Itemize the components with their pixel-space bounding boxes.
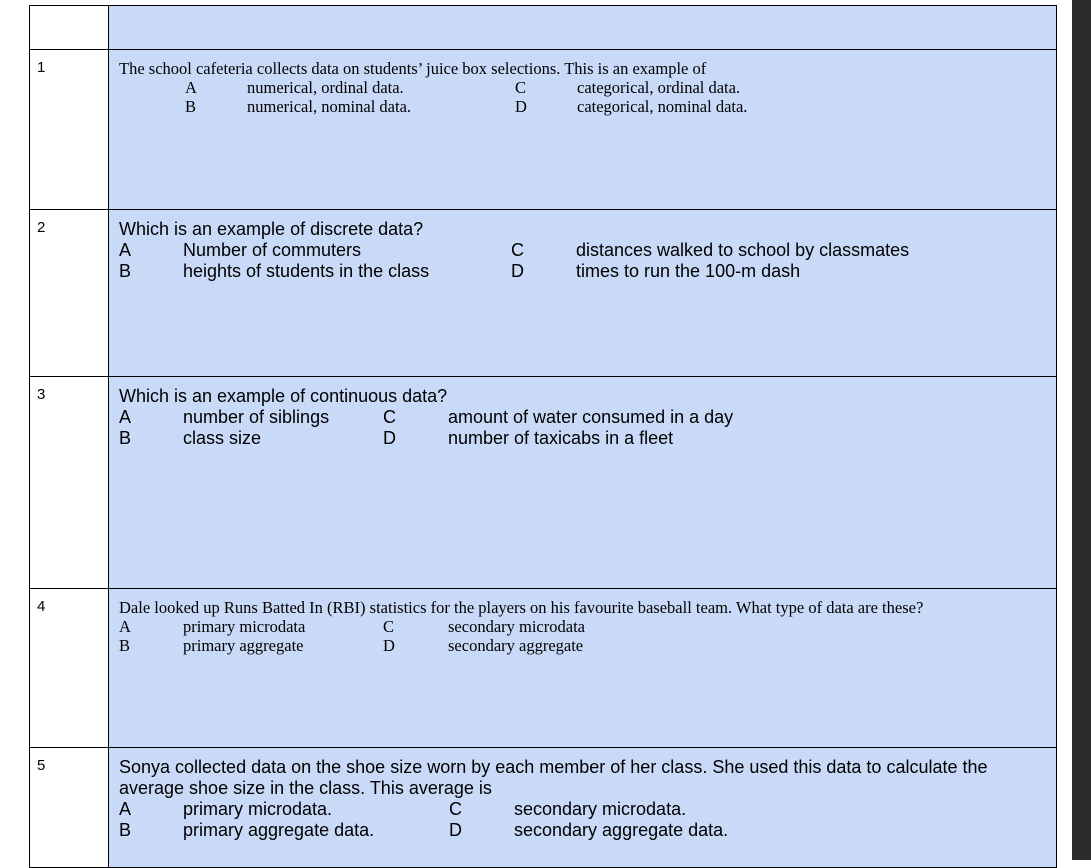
option-d: number of taxicabs in a fleet	[448, 428, 674, 448]
question-text: Dale looked up Runs Batted In (RBI) statistics for the players on his favourite baseball team. What type of data are these?	[119, 598, 924, 617]
question-number: 2	[37, 219, 46, 236]
option-c: secondary microdata	[448, 617, 585, 636]
options-row	[119, 799, 1016, 820]
option-a: numerical, ordinal data.	[247, 78, 404, 97]
header-question-cell	[109, 6, 1057, 50]
option-letter-a: A	[119, 617, 131, 636]
option-a: primary microdata	[183, 617, 306, 636]
option-a: number of siblings	[183, 407, 330, 427]
question-number-cell	[30, 589, 109, 748]
option-letter-a: A	[119, 407, 132, 427]
question-number-cell	[30, 50, 109, 210]
question-cell	[109, 377, 1057, 589]
options-row	[119, 820, 1016, 841]
question-number: 4	[37, 598, 46, 615]
question-number: 5	[37, 757, 46, 774]
option-letter-c: C	[511, 240, 524, 260]
option-b: class size	[183, 428, 262, 448]
option-letter-b: B	[185, 97, 197, 116]
options-row	[119, 407, 1056, 428]
option-letter-b: B	[119, 428, 132, 448]
options-row	[119, 636, 1046, 655]
option-b: heights of students in the class	[183, 261, 430, 281]
option-d: times to run the 100-m dash	[576, 261, 801, 281]
options-row	[119, 240, 1056, 261]
question-row	[30, 748, 1057, 868]
question-cell	[109, 210, 1057, 377]
option-letter-a: A	[119, 799, 132, 819]
option-d: secondary aggregate	[448, 636, 584, 655]
options-row	[119, 617, 1046, 636]
option-letter-c: C	[383, 617, 395, 636]
option-a: primary microdata.	[183, 799, 333, 819]
question-cell	[109, 748, 1057, 868]
option-c: amount of water consumed in a day	[448, 407, 734, 427]
option-letter-c: C	[449, 799, 462, 819]
question-number-cell	[30, 748, 109, 868]
question-text: Sonya collected data on the shoe size worn by each member of her class. She used this data to calculate the average shoe size in the class. This average is	[119, 757, 988, 798]
options-row	[119, 261, 1056, 282]
option-a: Number of commuters	[183, 240, 362, 260]
options-row	[119, 428, 1056, 449]
option-d: categorical, nominal data.	[577, 97, 748, 116]
option-letter-d: D	[383, 636, 395, 655]
question-number: 1	[37, 59, 46, 76]
option-c: distances walked to school by classmates	[576, 240, 910, 260]
option-d: secondary aggregate data.	[514, 820, 729, 840]
option-letter-d: D	[449, 820, 462, 840]
option-letter-d: D	[383, 428, 396, 448]
question-text: The school cafeteria collects data on students’ juice box selections. This is an example of	[119, 59, 707, 78]
question-row	[30, 589, 1057, 748]
option-letter-d: D	[511, 261, 524, 281]
option-letter-b: B	[119, 636, 131, 655]
option-letter-b: B	[119, 820, 132, 840]
option-c: secondary microdata.	[514, 799, 687, 819]
question-text: Which is an example of discrete data?	[119, 219, 424, 239]
option-c: categorical, ordinal data.	[577, 78, 741, 97]
option-letter-d: D	[515, 97, 527, 116]
option-b: numerical, nominal data.	[247, 97, 412, 116]
option-letter-a: A	[185, 78, 197, 97]
option-letter-c: C	[383, 407, 396, 427]
options-row	[119, 78, 1056, 97]
question-text: Which is an example of continuous data?	[119, 386, 448, 406]
question-row	[30, 50, 1057, 210]
option-letter-c: C	[515, 78, 527, 97]
question-number: 3	[37, 386, 46, 403]
options-row	[119, 97, 1056, 116]
quiz-table	[29, 5, 1057, 868]
header-number-cell	[30, 6, 109, 50]
option-letter-b: B	[119, 261, 132, 281]
question-row	[30, 210, 1057, 377]
question-cell	[109, 589, 1057, 748]
option-letter-a: A	[119, 240, 132, 260]
scrollbar[interactable]	[1072, 0, 1091, 860]
question-number-cell	[30, 210, 109, 377]
option-b: primary aggregate	[183, 636, 304, 655]
option-b: primary aggregate data.	[183, 820, 375, 840]
question-number-cell	[30, 377, 109, 589]
question-cell	[109, 50, 1057, 210]
header-row	[30, 6, 1057, 50]
question-row	[30, 377, 1057, 589]
